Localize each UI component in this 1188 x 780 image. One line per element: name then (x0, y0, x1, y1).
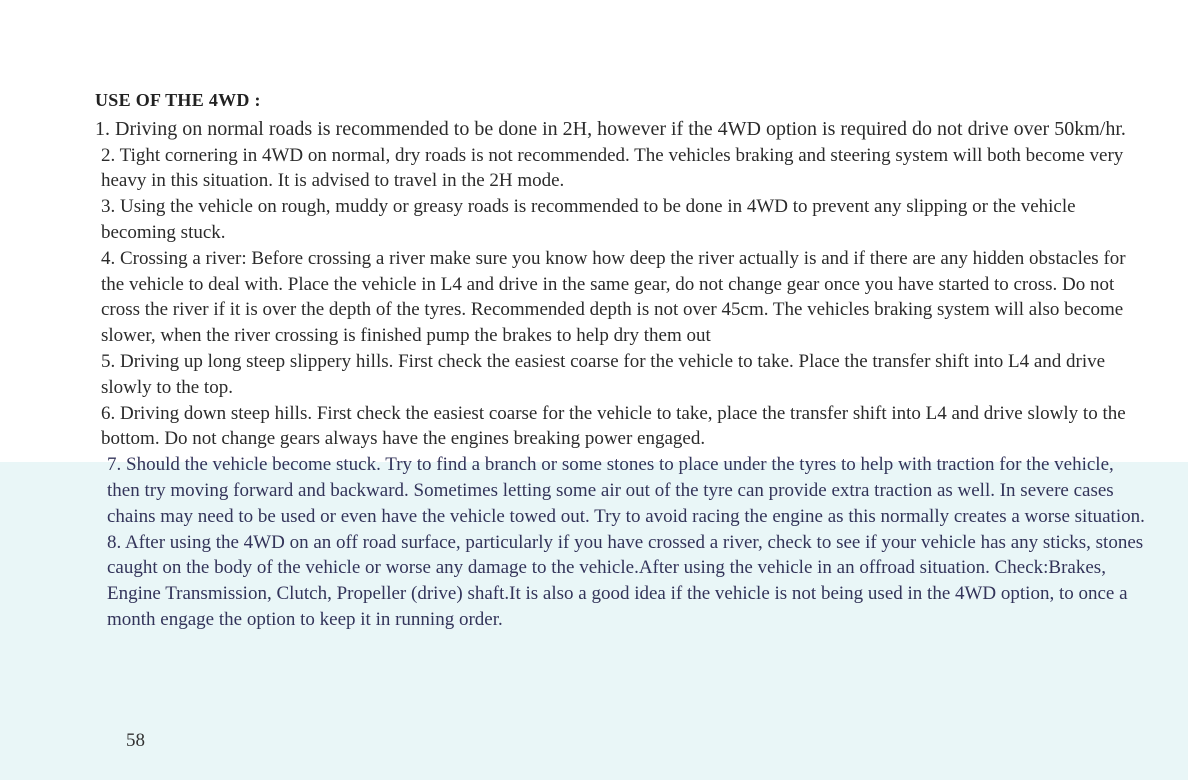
instruction-1: 1. Driving on normal roads is recommended to be done in 2H, however if the 4WD option is required do not drive over 50km/hr. (95, 117, 1126, 140)
section-heading: USE OF THE 4WD : (95, 90, 261, 110)
instruction-7: 7. Should the vehicle become stuck. Try to find a branch or some stones to place under the tyres to help with traction for the vehicle, then try moving forward and backward. Sometimes letting some air out of the tyre can provide extra traction as well. In severe cases chains may need to be used or even have the vehicle towed out. Try to avoid racing the engine as this normally creates a worse situation. (107, 454, 1145, 527)
instruction-3: 3. Using the vehicle on rough, muddy or greasy roads is recommended to be done in 4WD to prevent any slipping or the vehicle becoming stuck. (101, 196, 1076, 243)
instruction-5: 5. Driving up long steep slippery hills. First check the easiest coarse for the vehicle to take. Place the transfer shift into L4 and drive slowly to the top. (101, 350, 1106, 398)
manual-page (95, 88, 1145, 633)
instruction-6: 6. Driving down steep hills. First check the easiest coarse for the vehicle to take, place the transfer shift into L4 and drive slowly to the bottom. Do not change gears always have the engines breaking power engaged. (101, 402, 1126, 450)
instruction-8: 8. After using the 4WD on an off road surface, particularly if you have crossed a river, check to see if your vehicle has any sticks, stones caught on the body of the vehicle or worse any damage to the vehicle.After using the vehicle in an offroad situation. Check:Brakes, Engine Transmission, Clutch, Propeller (drive) shaft.It is also a good idea if the vehicle is not being used in the 4WD option, to once a month engage the option to keep it in running order. (107, 531, 1144, 630)
instruction-2: 2. Tight cornering in 4WD on normal, dry roads is not recommended. The vehicles braking and steering system will both become very heavy in this situation. It is advised to travel in the 2H mode. (101, 144, 1124, 192)
instruction-4: 4. Crossing a river: Before crossing a river make sure you know how deep the river actually is and if there are any hidden obstacles for the vehicle to deal with. Place the vehicle in L4 and drive in the same gear, do not change gear once you have started to cross. Do not cross the river if it is over the depth of the tyres. Recommended depth is not over 45cm. The vehicles braking system will also become slower, when the river crossing is finished pump the brakes to help dry them out (101, 247, 1126, 347)
page-number: 58 (126, 730, 145, 751)
